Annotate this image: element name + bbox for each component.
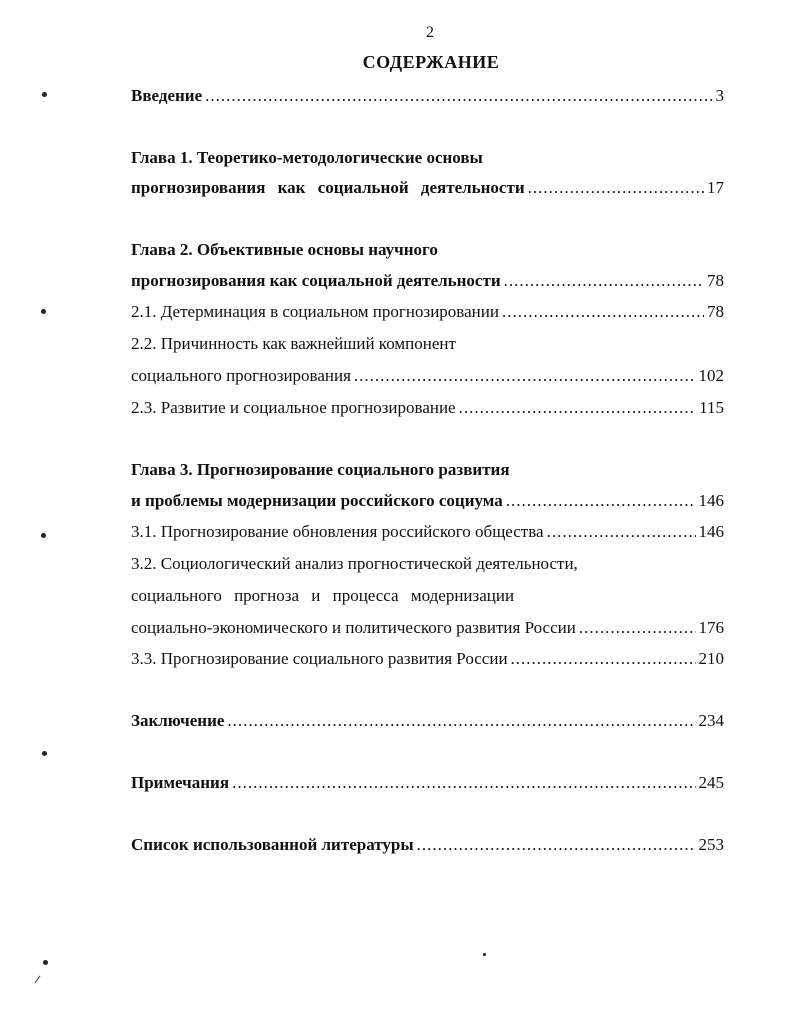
toc-entry-page: 3 xyxy=(715,86,724,105)
toc-entry-page: 146 xyxy=(698,491,724,510)
toc-entry-text: 2.3. Развитие и социальное прогнозирование xyxy=(131,398,456,417)
toc-entry-text: Глава 1. Теоретико-методологические основы xyxy=(131,148,483,167)
toc-entry-page: 17 xyxy=(707,178,724,197)
toc-entry-chapter-3-line-2[interactable] xyxy=(131,490,724,512)
toc-entry-text: 3.3. Прогнозирование социального развития России xyxy=(131,649,508,668)
toc-entry-page: 253 xyxy=(698,835,724,854)
dot-leader xyxy=(528,177,704,199)
dot-leader xyxy=(417,834,696,856)
toc-entry-page: 245 xyxy=(698,773,724,792)
toc-entry-page: 176 xyxy=(698,618,724,637)
toc-entry-page: 234 xyxy=(698,711,724,730)
dot-leader xyxy=(579,617,696,639)
dot-leader xyxy=(547,521,696,543)
toc-entry-text: 3.2. Социологический анализ прогностической деятельности, xyxy=(131,554,578,573)
toc-entry-conclusion[interactable] xyxy=(131,710,724,732)
toc-entry-page: 115 xyxy=(699,398,724,417)
toc-entry-notes[interactable] xyxy=(131,772,724,794)
scan-mark xyxy=(483,953,486,956)
toc-entry-section-2-1[interactable] xyxy=(131,301,724,323)
dot-leader xyxy=(511,648,696,670)
toc-entry-text: прогнозирования как социальной деятельности xyxy=(131,178,525,197)
toc-entry-chapter-1-line-1[interactable] xyxy=(131,147,724,169)
scan-mark xyxy=(41,309,46,314)
toc-entry-page: 78 xyxy=(707,302,724,321)
toc-entry-text: Введение xyxy=(131,86,203,105)
dot-leader xyxy=(504,270,704,292)
toc-entry-text: Глава 2. Объективные основы научного xyxy=(131,240,438,259)
dot-leader xyxy=(506,490,696,512)
toc-entry-text: Глава 3. Прогнозирование социального развития xyxy=(131,460,510,479)
dot-leader xyxy=(205,85,712,107)
toc-entry-section-2-2-line-2[interactable] xyxy=(131,365,724,387)
toc-entry-page: 102 xyxy=(698,366,724,385)
dot-leader xyxy=(459,397,697,419)
dot-leader xyxy=(232,772,695,794)
toc-entry-text: социального прогнозирования xyxy=(131,366,351,385)
toc-entry-page: 78 xyxy=(707,271,724,290)
scan-mark xyxy=(43,960,48,965)
toc-entry-text: 2.1. Детерминация в социальном прогнозировании xyxy=(131,302,499,321)
toc-entry-section-3-1[interactable] xyxy=(131,521,724,543)
toc-entry-text: и проблемы модернизации российского социума xyxy=(131,491,503,510)
toc-entry-text: 2.2. Причинность как важнейший компонент xyxy=(131,334,456,353)
page-title: СОДЕРЖАНИЕ xyxy=(362,52,500,72)
toc-entry-references[interactable] xyxy=(131,834,724,856)
toc-entry-chapter-3-line-1[interactable] xyxy=(131,459,724,481)
page-number: 2 xyxy=(426,24,434,41)
toc-entry-text: 3.1. Прогнозирование обновления российского общества xyxy=(131,522,544,541)
toc-entry-section-3-2-line-1[interactable] xyxy=(131,553,724,575)
toc-entry-chapter-2-line-1[interactable] xyxy=(131,239,724,261)
toc-entry-text: Список использованной литературы xyxy=(131,835,414,854)
toc-entry-introduction[interactable] xyxy=(131,85,724,107)
scan-mark xyxy=(42,751,47,756)
toc-entry-text: Заключение xyxy=(131,711,225,730)
scan-mark xyxy=(41,533,46,538)
toc-entry-page: 210 xyxy=(698,649,724,668)
toc-entry-section-3-2-line-3[interactable] xyxy=(131,617,724,639)
scan-mark xyxy=(42,92,47,97)
toc-entry-section-3-2-line-2[interactable] xyxy=(131,585,724,607)
toc-entry-text: социального прогноза и процесса модернизации xyxy=(131,586,515,605)
dot-leader xyxy=(502,301,704,323)
toc-entry-section-2-2-line-1[interactable] xyxy=(131,333,724,355)
toc-entry-page: 146 xyxy=(698,522,724,541)
toc-entry-text: социально-экономического и политического развития России xyxy=(131,618,576,637)
toc-entry-chapter-2-line-2[interactable] xyxy=(131,270,724,292)
scan-stroke xyxy=(35,976,41,984)
toc-entry-text: прогнозирования как социальной деятельности xyxy=(131,271,501,290)
toc-entry-section-2-3[interactable] xyxy=(131,397,724,419)
toc-entry-section-3-3[interactable] xyxy=(131,648,724,670)
toc-entry-chapter-1-line-2[interactable] xyxy=(131,177,724,199)
toc-entry-text: Примечания xyxy=(131,773,230,792)
dot-leader xyxy=(227,710,695,732)
dot-leader xyxy=(354,365,696,387)
